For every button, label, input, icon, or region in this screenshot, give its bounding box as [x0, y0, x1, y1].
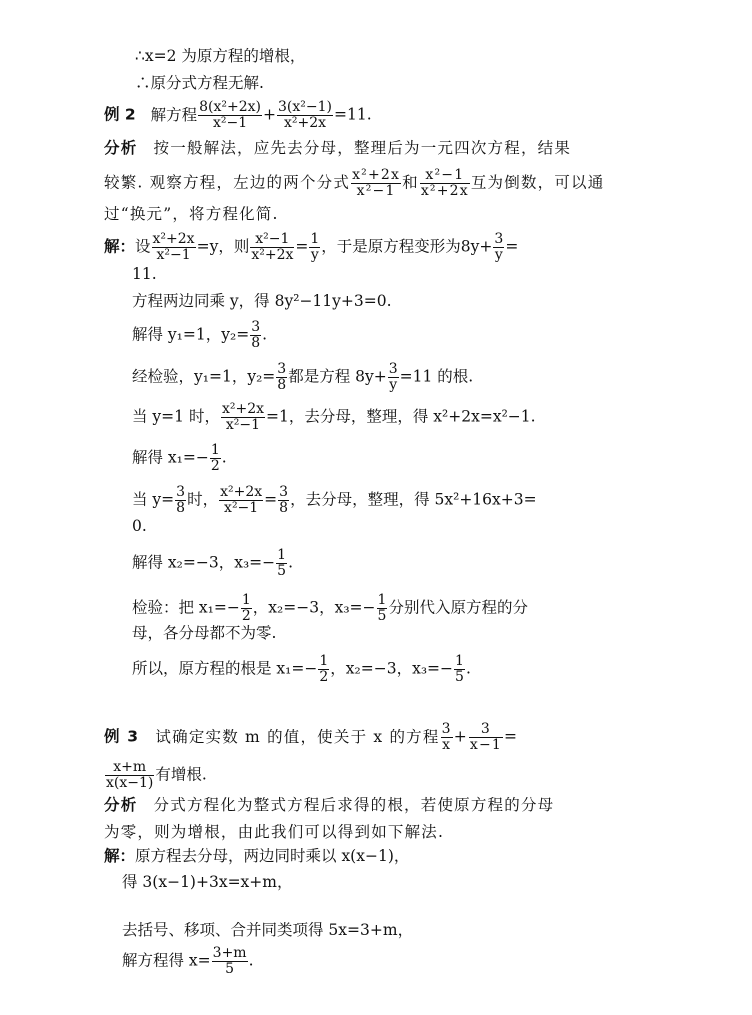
solution-fraction: $\frac{3}{8}$ [251, 319, 261, 351]
example2-solution-line-7: 当 y= $\frac{3}{8}$ 时， $\frac{\text{x²+2x}}{\text{x²−1}}$ = $\frac{3}{8}$ ，去分母，整理，得 5x²+16x+3= [132, 484, 537, 516]
example2-solution-line-9-cont: 母，各分母都不为零. [132, 624, 277, 642]
example2-label: 例 2 [104, 105, 136, 124]
solution-label: 解： [104, 237, 136, 256]
example2-solution-line-3: 解得 y₁=1，y₂= $\frac{3}{8}$ . [132, 319, 268, 351]
example3-solution-line-2: 得 3(x−1)+3x=x+m， [122, 873, 293, 891]
example3-solution-line-1: 解：原方程去分母，两边同时乘以 x(x−1)， [104, 847, 410, 865]
example2-solution-line-1-cont: 11. [132, 265, 157, 283]
example2-analysis-line-1 [104, 138, 571, 158]
solution-fraction: $\frac{1}{2}$ [210, 442, 220, 474]
example2-solution-line-1: 解：设 $\frac{\text{x²+2x}}{\text{x²−1}}$ =y，则 $\frac{\text{x²−1}}{\text{x²+2x}}$ = $\frac{1}{y}$ ，于是原方程变形为8y+ $\frac{3}{y}$ = [104, 231, 519, 263]
example2-solution-line-9: 检验：把 x₁=− $\frac{1}{2}$ ，x₂=−3，x₃=− $\frac{1}{5}$ 分别代入原方程的分 [132, 592, 528, 624]
solution-fraction: $\frac{3}{8}$ [279, 484, 289, 516]
solution-fraction: $\frac{3}{8}$ [176, 484, 186, 516]
example2-analysis-line-2: 较繁. 观察方程，左边的两个分式 $\frac{\text{x²+2x}}{\text{x²−1}}$ 和 $\frac{\text{x²−1}}{\text{x²+2x}}$ 互为倒数，可以通 [104, 167, 605, 199]
example2-fraction-1: $\frac{\text{8(x²+2x)}}{\text{x²−1}}$ [199, 99, 262, 131]
example2-solution-line-2: 方程两边同乘 y，得 8y²−11y+3=0. [132, 292, 392, 310]
example3-statement-cont: $\frac{x+m}{x(x-1)}$ 有增根. [106, 759, 207, 791]
solution-fraction: $\frac{1}{2}$ [241, 592, 251, 624]
plus-sign: + [263, 105, 277, 124]
example3-analysis-line-2: 为零，则为增根，由此我们可以得到如下解法. [104, 823, 445, 841]
solution-label: 解： [104, 847, 136, 865]
intro-line-1: ∴x=2 为原方程的增根， [135, 47, 306, 65]
intro-line-2: ∴原分式方程无解. [135, 74, 264, 92]
solution-fraction: $\frac{3}{y}$ [494, 231, 504, 263]
solution-fraction: $\frac{1}{y}$ [310, 231, 320, 263]
solution-fraction: $\frac{1}{5}$ [277, 547, 287, 579]
analysis-text: 按一般解法，应先去分母，整理后为一元四次方程，结果 [153, 139, 572, 157]
example2-statement [104, 100, 372, 131]
analysis-fraction-b: $\frac{\text{x²−1}}{\text{x²+2x}}$ [420, 167, 469, 199]
example3-solution-line-4: 解方程得 x= $\frac{3+m}{5}$ . [122, 945, 254, 977]
example3-fraction: $\frac{3}{x}$ [441, 721, 452, 753]
example2-solution-line-6: 解得 x₁=− $\frac{1}{2}$ . [132, 442, 227, 474]
solution-fraction: $\frac{1}{5}$ [377, 592, 387, 624]
solution-fraction: $\frac{1}{2}$ [319, 653, 329, 685]
analysis-fraction-a: $\frac{\text{x²+2x}}{\text{x²−1}}$ [352, 167, 401, 199]
solution-fraction: $\frac{3}{8}$ [277, 361, 287, 393]
example2-solution-line-4: 经检验，y₁=1，y₂= $\frac{3}{8}$ 都是方程 8y+ $\frac{3}{y}$ =11 的根. [132, 361, 474, 393]
example3-fraction: $\frac{3+m}{5}$ [212, 945, 247, 977]
example3-label: 例 3 [104, 727, 140, 746]
example3-fraction: $\frac{x+m}{x(x-1)}$ [106, 759, 154, 791]
example3-analysis-line-1: 分析 分式方程化为整式方程后求得的根，若使原方程的分母 [104, 796, 555, 814]
analysis-label: 分析 [104, 139, 138, 157]
solution-fraction: $\frac{3}{y}$ [388, 361, 398, 393]
example2-analysis-line-3: 过“换元”，将方程化简. [104, 205, 279, 223]
solution-fraction: $\frac{\text{x²−1}}{\text{x²+2x}}$ [251, 231, 294, 263]
example2-fraction-2: $\frac{\text{3(x²−1)}}{\text{x²+2x}}$ [278, 99, 332, 131]
solution-fraction: $\frac{\text{x²+2x}}{\text{x²−1}}$ [221, 401, 265, 433]
analysis-label: 分析 [104, 796, 138, 814]
solution-fraction: $\frac{1}{5}$ [455, 653, 464, 685]
example2-solution-line-8: 解得 x₂=−3，x₃=− $\frac{1}{5}$ . [132, 547, 294, 579]
example2-solution-line-5: 当 y=1 时， $\frac{\text{x²+2x}}{\text{x²−1}}$ =1，去分母，整理，得 x²+2x=x²−1. [132, 401, 536, 433]
example2-tail: =11. [334, 105, 372, 124]
solution-fraction: $\frac{\text{x²+2x}}{\text{x²−1}}$ [220, 484, 263, 516]
example2-solution-line-7-cont: 0. [132, 517, 147, 535]
solution-fraction: $\frac{\text{x²+2x}}{\text{x²−1}}$ [152, 231, 195, 263]
example3-statement: 例 3 试确定实数 m 的值，使关于 x 的方程 $\frac{3}{x}$ + $\frac{3}{x-1}$ = [104, 721, 519, 753]
example2-solution-line-10: 所以，原方程的根是 x₁=− $\frac{1}{2}$ ，x₂=−3，x₃=− $\frac{1}{5}$ . [132, 653, 471, 685]
example3-fraction: $\frac{3}{x-1}$ [469, 721, 503, 753]
example2-prefix: 解方程 [150, 105, 198, 124]
example3-solution-line-3: 去括号、移项、合并同类项得 5x=3+m， [122, 921, 414, 939]
